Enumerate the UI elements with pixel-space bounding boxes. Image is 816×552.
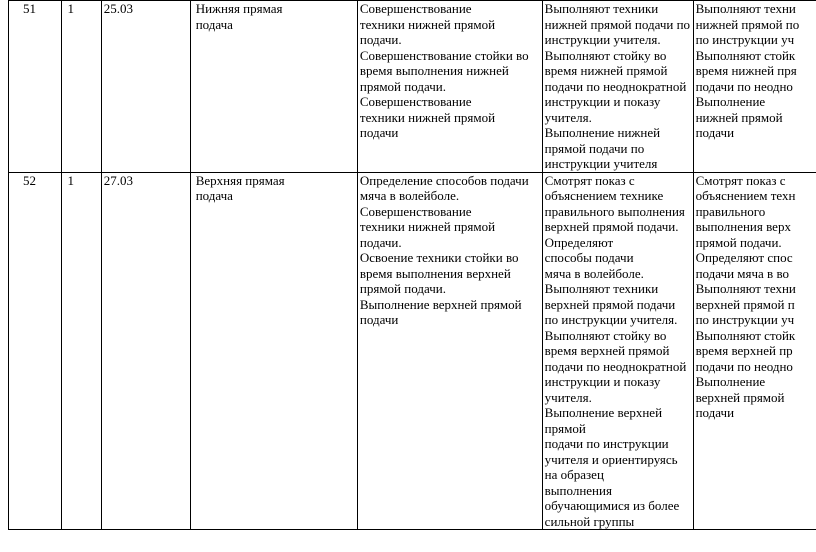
text-line: Верхняя прямая	[195, 172, 285, 188]
text-line: нижней прямой	[695, 109, 783, 125]
text-line: подачи	[695, 125, 735, 140]
text-line: верхней прямой п	[695, 296, 795, 312]
text-line: подачи	[359, 312, 399, 327]
text-line: техники нижней прямой	[359, 109, 496, 125]
text-line: верхней прямой подачи.	[544, 219, 679, 234]
text-line: по инструкции уч	[695, 312, 795, 327]
text-line: нижней прямой подачи по	[544, 16, 691, 32]
text-line: выполнения верх	[695, 219, 791, 234]
activity2-cell	[693, 1, 816, 173]
text-line: инструкции и показу	[544, 374, 661, 389]
activity-cell	[542, 172, 693, 530]
text-line: Выполнение	[695, 374, 766, 389]
text-line: подачи	[359, 125, 399, 140]
text-line: Нижняя прямая	[195, 1, 283, 16]
content-cell	[357, 172, 542, 530]
text-line: прямой	[544, 420, 586, 436]
text-line: прямой подачи.	[359, 281, 446, 296]
text-line: Выполняют техни	[695, 1, 796, 16]
text-line: нижней прямой по	[695, 16, 800, 32]
text-line: Определяют спос	[695, 250, 793, 265]
text-line: выполнения	[544, 482, 612, 498]
text-line: подачи по инструкции	[544, 436, 669, 451]
text-line: Выполнение	[695, 94, 766, 109]
text-line: подачи	[695, 405, 735, 420]
text-line: Выполняют стойку во	[544, 47, 667, 63]
text-line: время выполнения верхней	[359, 265, 511, 281]
text-line: объяснением технике	[544, 188, 664, 203]
text-line: Выполняют техники	[544, 281, 659, 296]
date-cell: 25.03	[101, 1, 190, 173]
text-line: Совершенствование	[359, 94, 472, 109]
text-line: прямой подачи.	[359, 78, 446, 94]
text-line: учителя.	[544, 389, 592, 405]
text-line: Выполнение верхней прямой	[359, 296, 522, 312]
topic-cell	[190, 1, 357, 173]
text-line: Освоение техники стойки во	[359, 250, 519, 265]
text-line: по инструкции уч	[695, 32, 795, 47]
text-line: верхней прямой	[695, 389, 785, 405]
text-line: инструкции учителя	[544, 156, 658, 171]
text-line: время нижней пря	[695, 63, 797, 78]
text-line: мяча в волейболе.	[544, 265, 644, 281]
text-line: подачи мяча в во	[695, 265, 789, 281]
text-line: Выполняют стойк	[695, 47, 796, 63]
text-line: подачи по неоднократной	[544, 78, 687, 94]
text-line: подачи по неодно	[695, 78, 793, 94]
text-line: правильного выполнения	[544, 203, 685, 219]
text-line: Выполняют стойку во	[544, 327, 667, 343]
text-line: Смотрят показ с	[695, 172, 786, 188]
lesson-number: 52	[9, 172, 62, 530]
text-line: время верхней пр	[695, 343, 793, 358]
text-line: прямой подачи.	[695, 234, 782, 250]
text-line: Смотрят показ с	[544, 172, 635, 188]
text-line: учителя.	[544, 109, 592, 125]
text-line: техники нижней прямой	[359, 16, 496, 32]
text-line: инструкции учителя.	[544, 32, 661, 47]
text-line: Определяют	[544, 234, 614, 250]
text-line: Определение способов подачи	[359, 172, 529, 188]
hours-cell: 1	[61, 172, 101, 530]
text-line: правильного	[695, 203, 766, 219]
text-line: Выполняют техники	[544, 1, 659, 16]
hours-cell: 1	[61, 1, 101, 173]
text-line: инструкции и показу	[544, 94, 661, 109]
text-line: Выполнение верхней	[544, 405, 663, 420]
text-line: способы подачи	[544, 250, 634, 265]
text-line: сильной группы	[544, 513, 635, 529]
text-line: подача	[195, 16, 233, 32]
text-line: прямой подачи по	[544, 140, 645, 156]
lesson-plan-table	[8, 0, 816, 530]
text-line: подачи.	[359, 234, 402, 250]
text-line: объяснением техн	[695, 188, 796, 203]
text-line: Выполняют техни	[695, 281, 796, 296]
text-line: Выполнение нижней	[544, 125, 661, 140]
table-row	[9, 1, 816, 173]
text-line: Совершенствование	[359, 203, 472, 219]
text-line: Совершенствование стойки во	[359, 47, 529, 63]
activity2-cell	[693, 172, 816, 530]
text-line: Выполняют стойк	[695, 327, 796, 343]
text-line: мяча в волейболе.	[359, 188, 460, 203]
text-line: верхней прямой подачи	[544, 296, 676, 312]
text-line: техники нижней прямой	[359, 219, 496, 234]
table-row	[9, 172, 816, 530]
date-cell: 27.03	[101, 172, 190, 530]
text-line: время верхней прямой	[544, 343, 670, 358]
activity-cell	[542, 1, 693, 173]
topic-cell	[190, 172, 357, 530]
text-line: подачи.	[359, 32, 402, 47]
content-cell	[357, 1, 542, 173]
text-line: время выполнения нижней	[359, 63, 509, 78]
text-line: подачи по неоднократной	[544, 358, 687, 374]
text-line: учителя и ориентируясь	[544, 451, 678, 467]
lesson-number: 51	[9, 1, 62, 173]
text-line: по инструкции учителя.	[544, 312, 678, 327]
text-line: подача	[195, 188, 233, 203]
text-line: на образец	[544, 467, 604, 482]
text-line: время нижней прямой	[544, 63, 668, 78]
text-line: подачи по неодно	[695, 358, 793, 374]
text-line: Совершенствование	[359, 1, 472, 16]
text-line: обучающимися из более	[544, 498, 680, 513]
